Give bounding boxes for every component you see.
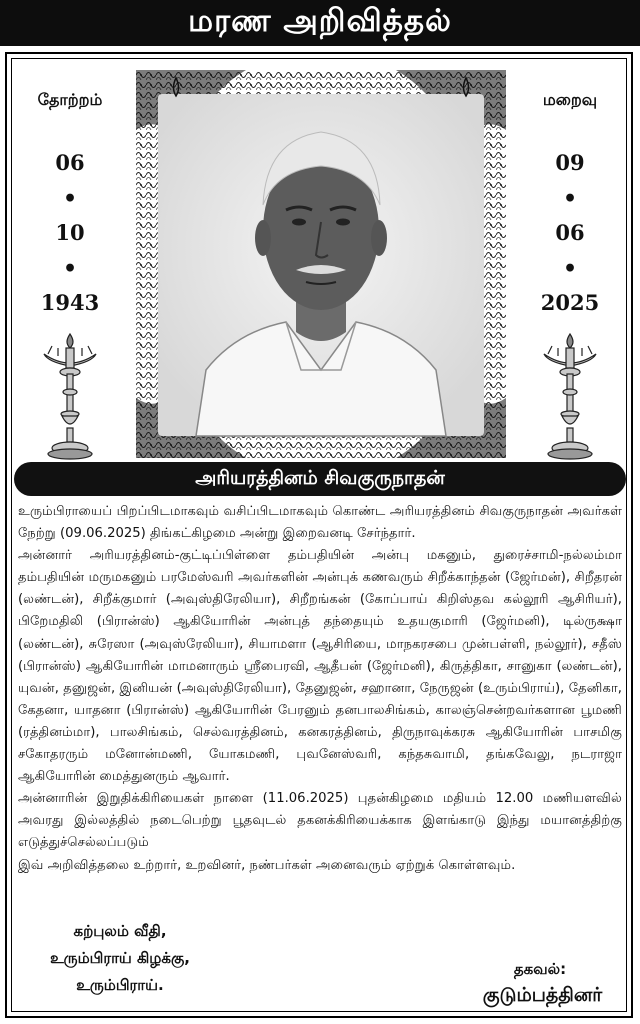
address-line: உரும்பிராய் கிழக்கு, <box>50 949 190 967</box>
oil-lamp-icon <box>40 332 100 462</box>
date-separator-dot: • <box>562 256 578 282</box>
oil-lamp-icon <box>540 332 600 462</box>
death-day: 09 <box>555 150 585 175</box>
birth-label: தோற்றம் <box>37 90 103 109</box>
address-line: உரும்பிராய். <box>76 976 164 994</box>
address-line: கற்புலம் வீதி, <box>73 922 167 940</box>
funeral-paragraph: அன்னாரின் இறுதிக்கிரியைகள் நாளை (11.06.2025) புதன்கிழமை மதியம் 12.00 மணியளவில் அவரது இல்லத்தில் நடைபெற்று பூதவுடல் தகனக்கிரியைக்காக இளங்காடு இந்து மயானத்திற்கு எடுத்துச்செல்லப்படும் <box>18 791 622 851</box>
notice-title-banner <box>0 0 640 46</box>
closing-paragraph: இவ் அறிவித்தலை உற்றார், உறவினர், நண்பர்கள் அனைவரும் ஏற்றுக் கொள்ளவும். <box>18 857 516 873</box>
notice-title: மரண அறிவித்தல் <box>188 3 452 39</box>
portrait-photo <box>136 70 506 458</box>
address-block <box>20 918 220 999</box>
date-separator-dot: • <box>62 256 78 282</box>
death-year: 2025 <box>540 290 600 315</box>
obituary-body <box>18 501 622 877</box>
announcement-paragraph: உரும்பிராயைப் பிறப்பிடமாகவும் வசிப்பிடமாகவும் கொண்ட அரியரத்தினம் சிவகுருநாதன் அவர்கள் நேற்று (09.06.2025) திங்கட்கிழமை அன்று இறைவனடி சேர்ந்தார். <box>18 504 622 542</box>
deceased-name: அரியரத்தினம் சிவகுருநாதன் <box>195 466 445 489</box>
birth-year: 1943 <box>40 290 100 315</box>
deceased-name-bar <box>14 462 626 496</box>
contact-label: தகவல்: <box>513 960 567 978</box>
death-month: 06 <box>555 220 585 245</box>
death-label: மறைவு <box>542 90 598 109</box>
date-separator-dot: • <box>62 186 78 212</box>
date-separator-dot: • <box>562 186 578 212</box>
birth-day: 06 <box>55 150 85 175</box>
family-paragraph: அன்னார் அரியரத்தினம்-குட்டிப்பிள்ளை தம்பதியின் அன்பு மகனும், துரைச்சாமி-நல்லம்மா தம்பதியின் மருமகனும் பரமேஸ்வரி அவர்களின் அன்புக் கணவரும் சிறீக்காந்தன் (ஜேர்மன்), சிறீதரன் (லண்டன்), சிறீக்குமார் (அவுஸ்திரேலியா), சிறீறங்கன் (கோப்பாய் கிறிஸ்தவ கல்லூரி ஆசிரியர்), பிறேமதிலி (பிரான்ஸ்) ஆகியோரின் அன்புத் தந்தையும் உதயகுமாரி (ஜேர்மனி), டில்ருக்ஷா (லண்டன்), சுரேஸா (அவுஸ்ரேலியா), சியாமளா (ஆசிரியை, மாநகரசபை முன்பள்ளி, நல்லூர்), சதீஸ் (பிரான்ஸ்) ஆகியோரின் மாமனாரும் ஸ்ரீபைரவி, ஆதீபன் (ஜேர்மனி), கிருத்திகா, சானுகா (லண்டன்), யுவன், தனுஜன், இனியன் (அவுஸ்திரேலியா), தேனுஜன், சஹானா, நேருஜன் (உரும்பிராய்), தேனிகா, கேதனா, யாதனா (பிரான்ஸ்) ஆகியோரின் பேரனும் தனபாலசிங்கம், காலஞ்சென்றவர்களான பூமணி (ரத்தினம்மா), பாலசிங்கம், செல்வரத்தினம், கனகரத்தினம், திருநாவுக்கரசு ஆகியோரின் பாசமிகு சகோதரரும் மனோன்மணி, யோகமணி, புவனேஸ்வரி, கந்தசுவாமி, தங்கவேலு, நடராஜா ஆகியோரின் மைத்துனரும் ஆவார். <box>18 548 622 785</box>
contact-from: குடும்பத்தினர் <box>482 984 603 1006</box>
birth-month: 10 <box>55 220 85 245</box>
